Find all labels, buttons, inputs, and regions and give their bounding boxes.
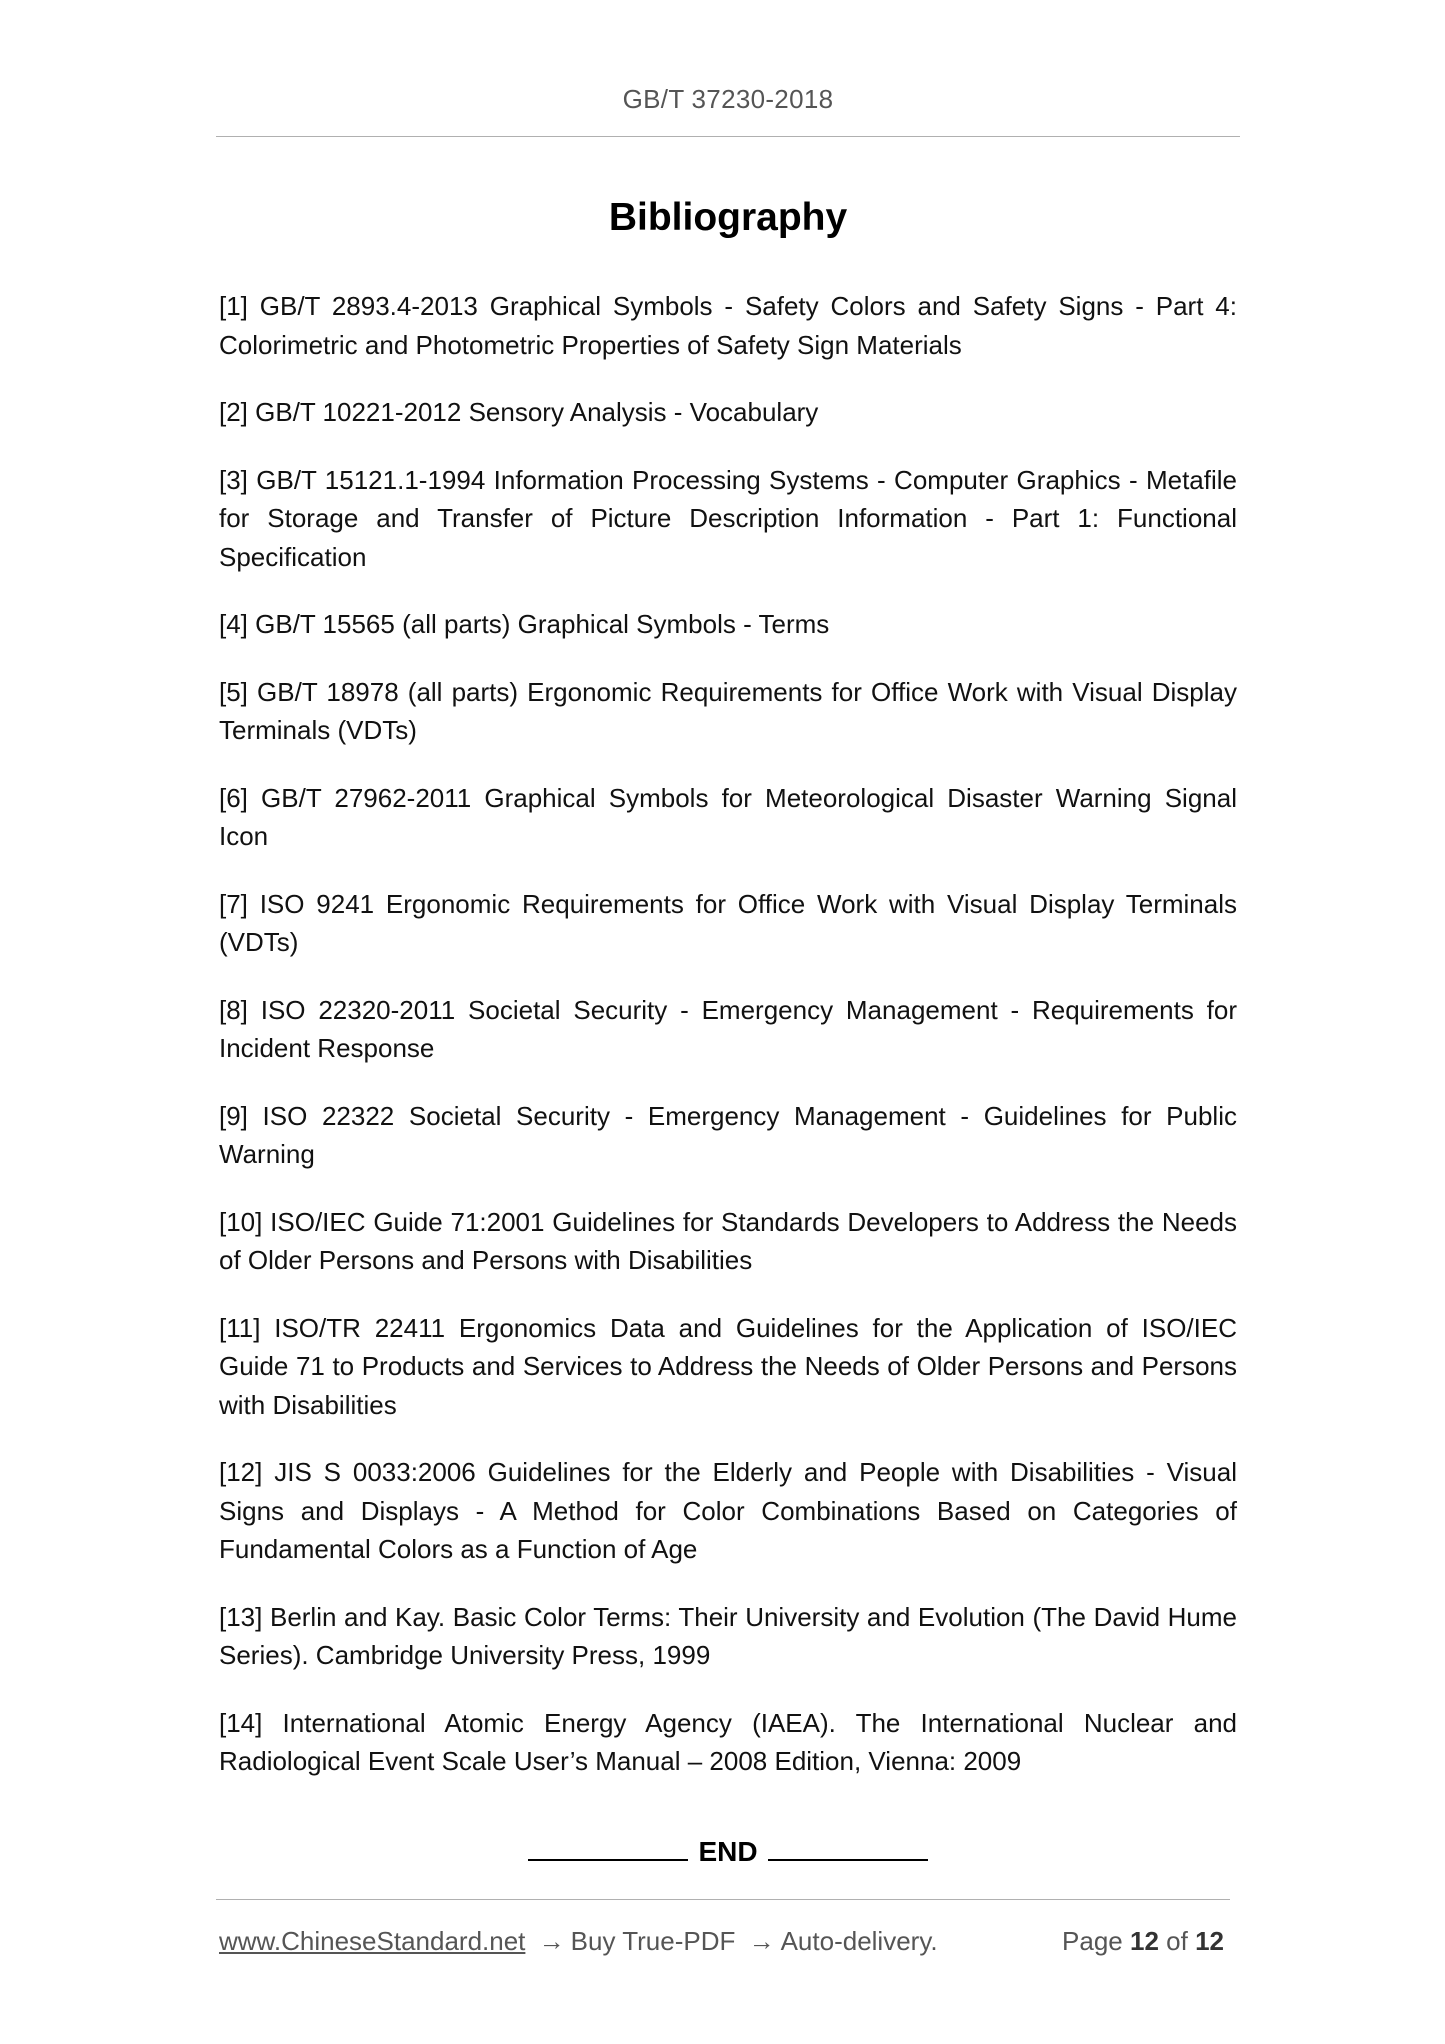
bibliography-entry: [9] ISO 22322 Societal Security - Emergency Management - Guidelines for Public Warning [219,1100,1237,1169]
end-label: END [698,1836,758,1867]
end-rule-right [768,1839,928,1861]
delivery-text: Auto-delivery. [780,1926,938,1956]
bibliography-entry: [10] ISO/IEC Guide 71:2001 Guidelines for Standards Developers to Address the Needs of Older Persons and Persons with Disabilities [219,1206,1237,1275]
bibliography-entry: [14] International Atomic Energy Agency (IAEA). The International Nuclear and Radiological Event Scale User’s Manual – 2008 Edition, Vienna: 2009 [219,1707,1237,1776]
bibliography-entry: [12] JIS S 0033:2006 Guidelines for the Elderly and People with Disabilities - Visual Signs and Displays - A Method for Color Combinations Based on Categories of Fundamental Colors as a Function of Age [219,1457,1237,1564]
page-label: Page [1062,1926,1123,1956]
bibliography-entry: [3] GB/T 15121.1-1994 Information Processing Systems - Computer Graphics - Metafile for Storage and Transfer of Picture Description Information - Part 1: Functional Specification [219,464,1237,572]
buy-text: Buy True-PDF [570,1926,736,1956]
bibliography-list [219,287,1237,1810]
bibliography-entry: [6] GB/T 27962-2011 Graphical Symbols for Meteorological Disaster Warning Signal Icon [219,782,1237,851]
end-marker [216,1836,1240,1868]
bibliography-entry: [11] ISO/TR 22411 Ergonomics Data and Guidelines for the Application of ISO/IEC Guide 71 to Products and Services to Address the Needs of Older Persons and Persons with Disabilities [219,1312,1237,1420]
arrow-right-icon: → [538,1926,565,1956]
footer-promo [219,1926,938,1957]
header-divider [216,136,1240,137]
bibliography-entry: [8] ISO 22320-2011 Societal Security - Emergency Management - Requirements for Incident Response [219,994,1237,1063]
of-label: of [1166,1926,1188,1956]
footer-divider [216,1899,1230,1900]
bibliography-entry: [13] Berlin and Kay. Basic Color Terms: Their University and Evolution (The David Hume Series). Cambridge University Press, 1999 [219,1601,1237,1670]
bibliography-entry: [2] GB/T 10221-2012 Sensory Analysis - Vocabulary [219,397,819,427]
page-indicator [1062,1926,1224,1957]
page-current: 12 [1130,1926,1159,1956]
site-link[interactable]: www.ChineseStandard.net [219,1926,526,1956]
page-total: 12 [1195,1926,1224,1956]
running-header: GB/T 37230-2018 [622,84,834,114]
arrow-right-icon: → [748,1926,775,1956]
page-title: Bibliography [608,196,848,239]
bibliography-entry: [4] GB/T 15565 (all parts) Graphical Symbols - Terms [219,609,830,639]
bibliography-entry: [7] ISO 9241 Ergonomic Requirements for Office Work with Visual Display Terminals (VDTs) [219,888,1237,957]
bibliography-entry: [1] GB/T 2893.4-2013 Graphical Symbols - Safety Colors and Safety Signs - Part 4: Colorimetric and Photometric Properties of Safety Sign Materials [219,291,1237,360]
bibliography-entry: [5] GB/T 18978 (all parts) Ergonomic Requirements for Office Work with Visual Display Terminals (VDTs) [219,676,1237,745]
end-rule-left [528,1839,688,1861]
